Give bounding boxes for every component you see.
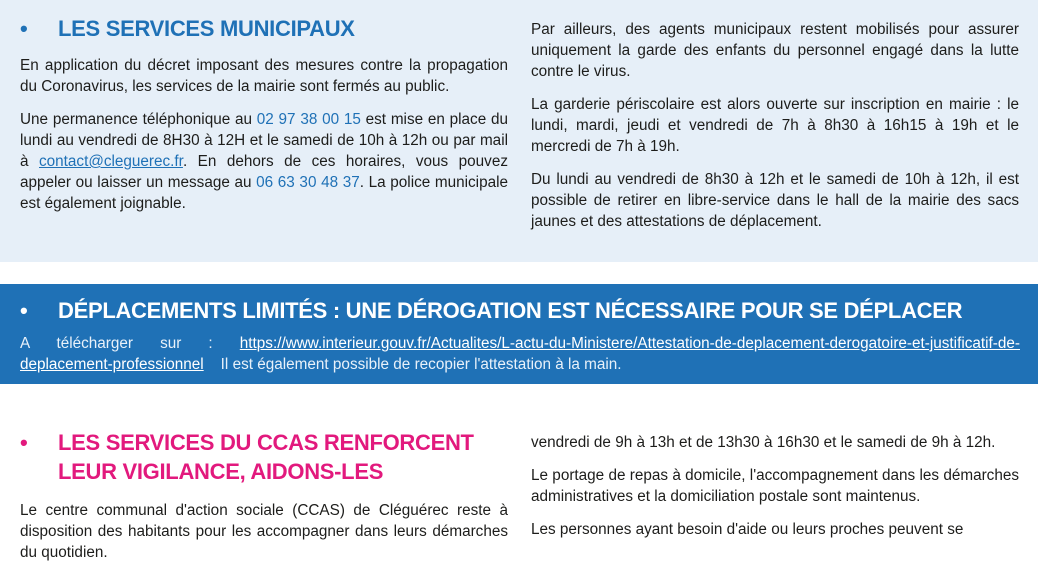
ccas-panel [0,384,1038,576]
help-paragraph: Les personnes ayant besoin d'aide ou leurs proches peuvent se [531,521,964,538]
text-segment: A télécharger sur : [20,335,240,352]
self-service-paragraph: Du lundi au vendredi de 8h30 à 12h et le samedi de 10h à 12h, il est possible de retirer en libre-service dans le hall de la mairie des sacs jaunes et des attestations de déplacement. [531,171,1019,230]
travel-restrictions-banner [0,284,1038,384]
phone-number-mairie: 02 97 38 00 15 [256,111,361,128]
phone-number-mobile: 06 63 30 48 37 [256,174,360,191]
heading-text: DÉPLACEMENTS LIMITÉS : UNE DÉROGATION EST NÉCESSAIRE POUR SE DÉPLACER [58,298,963,323]
text-segment: Une permanence téléphonique au [20,111,257,128]
ccas-paragraph: Le centre communal d'action sociale (CCAS) de Cléguérec reste à disposition des habitants pour les accompagner dans leurs démarches du quotidien. [20,502,508,561]
travel-restrictions-heading [20,296,1020,325]
download-paragraph [20,333,1020,375]
ccas-left-column [20,428,508,575]
text-segment: est mise en place du lundi au vendredi de 8H30 à 12H et le samedi de 10h à 12h ou par mail à [20,111,508,170]
bullet-icon: • [20,298,28,323]
text-segment: . En dehors de ces horaires, vous pouvez appeler ou laisser un message au [20,153,508,191]
daycare-paragraph: La garderie périscolaire est alors ouverte sur inscription en mairie : le lundi, mardi, jeudi et vendredi de 7h à 8h30 à 16h15 à 19h et le mercredi de 7h à 19h. [531,96,1019,155]
attestation-link[interactable]: https://www.interieur.gouv.fr/Actualites/L-actu-du-Ministere/Attestation-de-deplacement-derogatoire-et-justificatif-de-deplacement-professionnel [20,335,1020,373]
closure-paragraph: En application du décret imposant des mesures contre la propagation du Coronavirus, les services de la mairie sont fermés au public. [20,57,508,95]
ccas-right-column [531,432,1019,552]
hours-paragraph: vendredi de 9h à 13h et de 13h30 à 16h30 et le samedi de 9h à 12h. [531,434,996,451]
municipal-services-heading [20,14,508,43]
text-segment: Il est également possible de recopier l'attestation à la main. [203,356,622,373]
heading-text [58,428,474,486]
childcare-paragraph: Par ailleurs, des agents municipaux restent mobilisés pour assurer uniquement la garde des enfants du personnel engagé dans la lutte contre le virus. [531,21,1019,80]
municipal-services-left-column [20,14,508,226]
services-paragraph: Le portage de repas à domicile, l'accompagnement dans les démarches administratives et la domiciliation postale sont maintenus. [531,467,1019,505]
bullet-icon: • [20,16,28,41]
heading-line: LEUR VIGILANCE, AIDONS-LES [58,459,384,484]
heading-text: LES SERVICES MUNICIPAUX [58,16,355,41]
travel-restrictions-content [20,296,1020,375]
bullet-icon: • [20,430,28,455]
hotline-paragraph [20,109,508,214]
text-segment: . La police municipale est également joignable. [20,174,508,212]
municipal-services-panel [0,0,1038,262]
heading-line: LES SERVICES DU CCAS RENFORCENT [58,430,474,455]
municipal-services-right-column [531,19,1019,244]
email-link[interactable]: contact@cleguerec.fr [39,153,183,170]
ccas-heading [20,428,508,486]
